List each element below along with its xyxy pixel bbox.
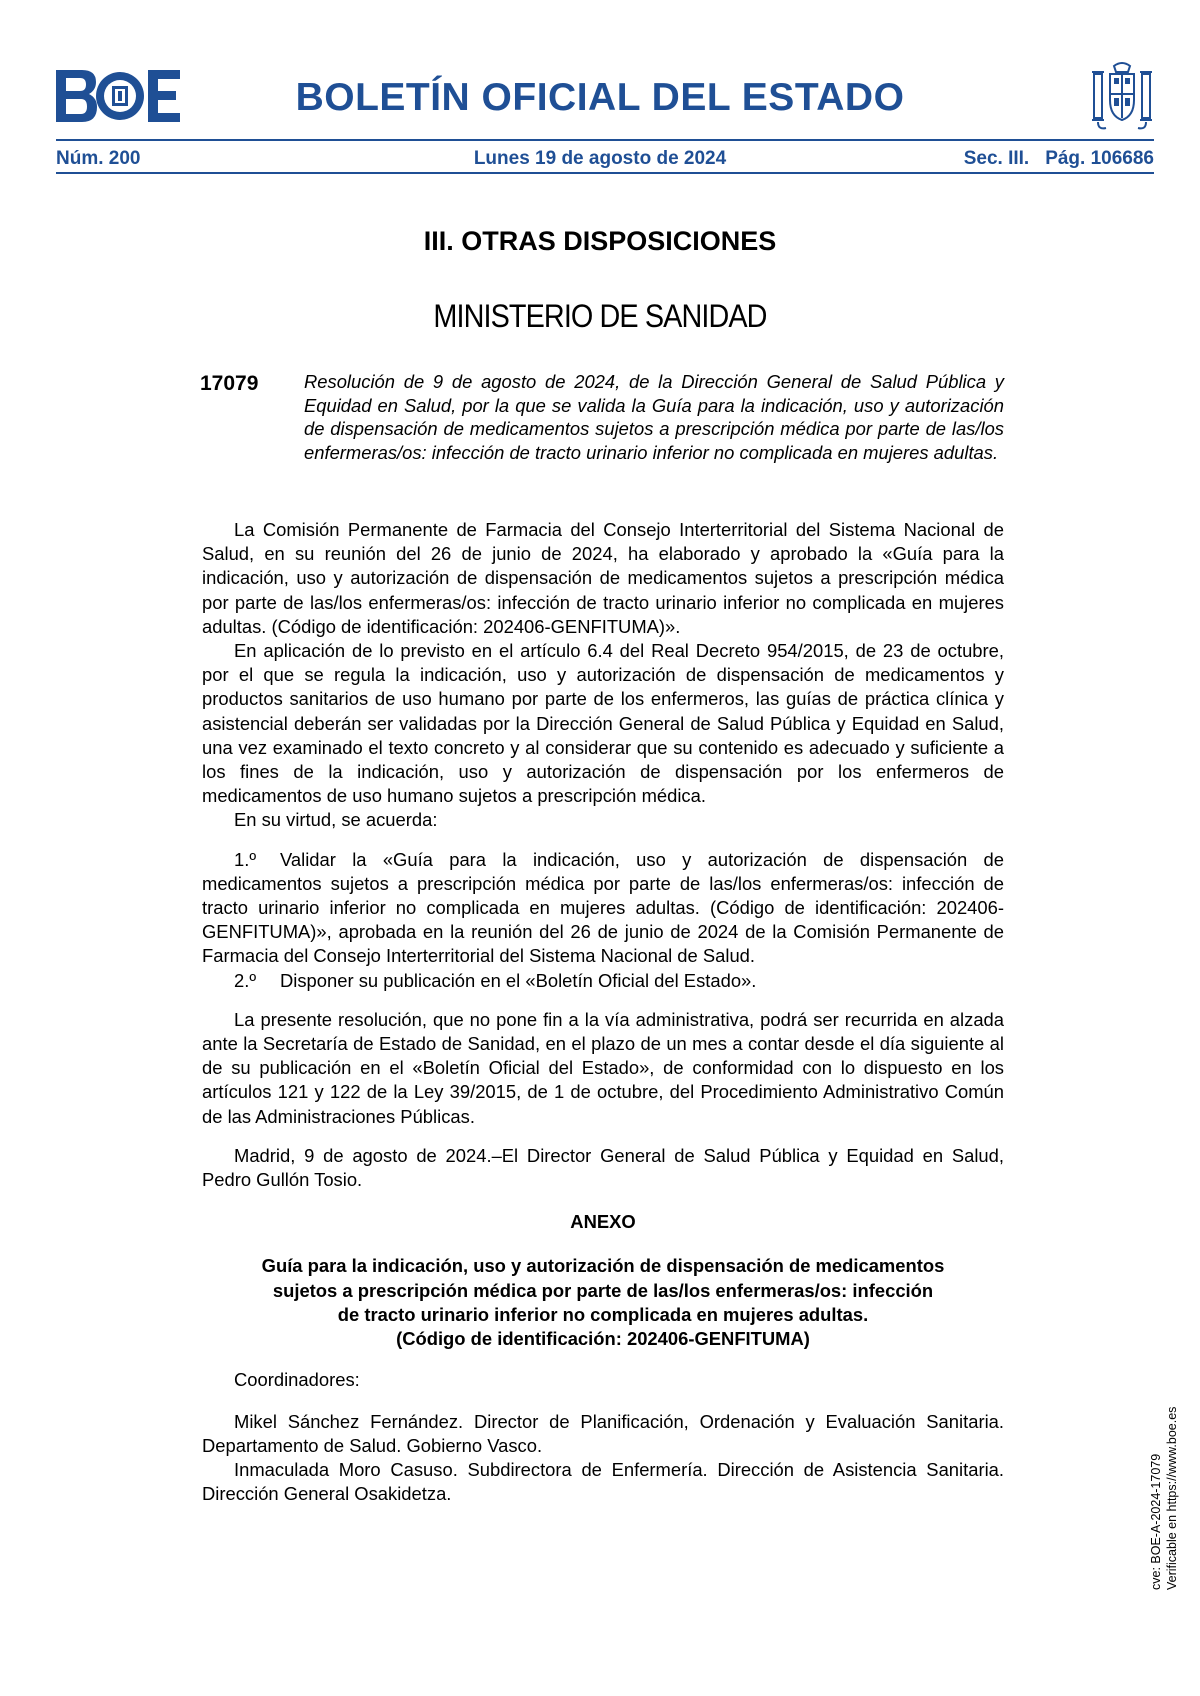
paragraph: La presente resolución, que no pone fin a la vía administrativa, podrá ser recurrida en alzada ante la Secretaría de Estado de Sanidad, en el plazo de un mes a contar desde el día siguiente al de su publicación en el «Boletín Oficial del Estado», de conformidad con lo dispuesto en los artículos 121 y 122 de la Ley 39/2015, de 1 de octubre, del Procedimiento Administrativo Común de las Administraciones Públicas. [202, 1008, 1004, 1127]
annex-guide-title [202, 1254, 1004, 1351]
agreement-item-1 [202, 848, 1004, 969]
guide-title-line: Guía para la indicación, uso y autorización de dispensación de medicamentos [261, 1255, 945, 1277]
cve-code: cve: BOE-A-2024-17079 [1149, 1453, 1163, 1590]
verification-sidebar [1148, 1270, 1180, 1590]
ministry-title: MINISTERIO DE SANIDAD [433, 298, 767, 334]
paragraph: En aplicación de lo previsto en el artículo 6.4 del Real Decreto 954/2015, de 23 de octubre, por el que se regula la indicación, uso y autorización de dispensación de medicamentos y productos sanitarios de uso humano por parte de los enfermeros, las guías de práctica clínica y asistencial deberán ser validadas por la Dirección General de Salud Pública y Equidad en Salud, una vez examinado el texto concreto y al considerar que su contenido es adecuado y suficiente a los fines de la indicación, uso y autorización de dispensación por los enfermeros de medicamentos de uso humano sujetos a prescripción médica. [202, 640, 1004, 807]
annex-title: ANEXO [570, 1211, 636, 1233]
disposition-number: 17079 [200, 372, 259, 395]
paragraph: En su virtud, se acuerda: [234, 809, 438, 831]
section-page [964, 148, 1154, 170]
agreement-item-2 [202, 969, 1004, 993]
issue-date: Lunes 19 de agosto de 2024 [473, 148, 727, 169]
item-number: 1.º [234, 848, 257, 870]
signature: Madrid, 9 de agosto de 2024.–El Director General de Salud Pública y Equidad en Salud, Pedro Gullón Tosio. [202, 1144, 1004, 1191]
item-text: Validar la «Guía para la indicación, uso y autorización de dispensación de medicamentos sujetos a prescripción médica por parte de las/los enfermeras/os: infección de tracto urinario inferior no complicada en mujeres adultas. (Código de identificación: 202406-GENFITUMA)», aprobada en la reunión del 26 de junio de 2024 de la Comisión Permanente de Farmacia del Consejo Interterritorial del Sistema Nacional de Salud. [202, 848, 1004, 967]
paragraph: La Comisión Permanente de Farmacia del Consejo Interterritorial del Sistema Nacional de Salud, en su reunión del 26 de junio de 2024, ha elaborado y aprobado la «Guía para la indicación, uso y autorización de dispensación de medicamentos sujetos a prescripción médica por parte de las/los enfermeras/os: infección de tracto urinario inferior no complicada en mujeres adultas. (Código de identificación: 202406-GENFITUMA)». [202, 519, 1004, 637]
masthead-title: BOLETÍN OFICIAL DEL ESTADO [295, 76, 905, 119]
document-body [202, 518, 1004, 1506]
coat-of-arms-icon [1090, 60, 1154, 132]
page-number: Pág. 106686 [1045, 148, 1154, 169]
header-rule-top [56, 139, 1154, 141]
issue-number: Núm. 200 [56, 148, 141, 169]
item-number: 2.º [234, 969, 257, 991]
disposition-summary: Resolución de 9 de agosto de 2024, de la Dirección General de Salud Pública y Equidad en Salud, por la que se valida la Guía para la indicación, uso y autorización de dispensación de medicamentos sujetos a prescripción médica por parte de las/los enfermeras/os: infección de tracto urinario inferior no complicada en mujeres adultas. [304, 371, 1004, 463]
guide-title-line: sujetos a prescripción médica por parte de las/los enfermeras/os: infección [272, 1279, 934, 1301]
coordinators-label: Coordinadores: [234, 1369, 360, 1391]
guide-title-line: (Código de identificación: 202406-GENFITUMA) [396, 1328, 810, 1350]
coordinator-entry: Inmaculada Moro Casuso. Subdirectora de Enfermería. Dirección de Asistencia Sanitaria. Dirección General Osakidetza. [202, 1458, 1004, 1505]
item-text: Disponer su publicación en el «Boletín Oficial del Estado». [280, 969, 757, 991]
section-label: Sec. III. [963, 148, 1030, 169]
header-rule-bottom [56, 172, 1154, 174]
section-title: III. OTRAS DISPOSICIONES [423, 226, 777, 256]
guide-title-line: de tracto urinario inferior no complicada en mujeres adultas. [337, 1303, 869, 1325]
coordinator-entry: Mikel Sánchez Fernández. Director de Planificación, Ordenación y Evaluación Sanitaria. Departamento de Salud. Gobierno Vasco. [202, 1410, 1004, 1456]
verification-link[interactable]: Verificable en https://www.boe.es [1165, 1406, 1179, 1590]
boe-logo [56, 70, 180, 122]
